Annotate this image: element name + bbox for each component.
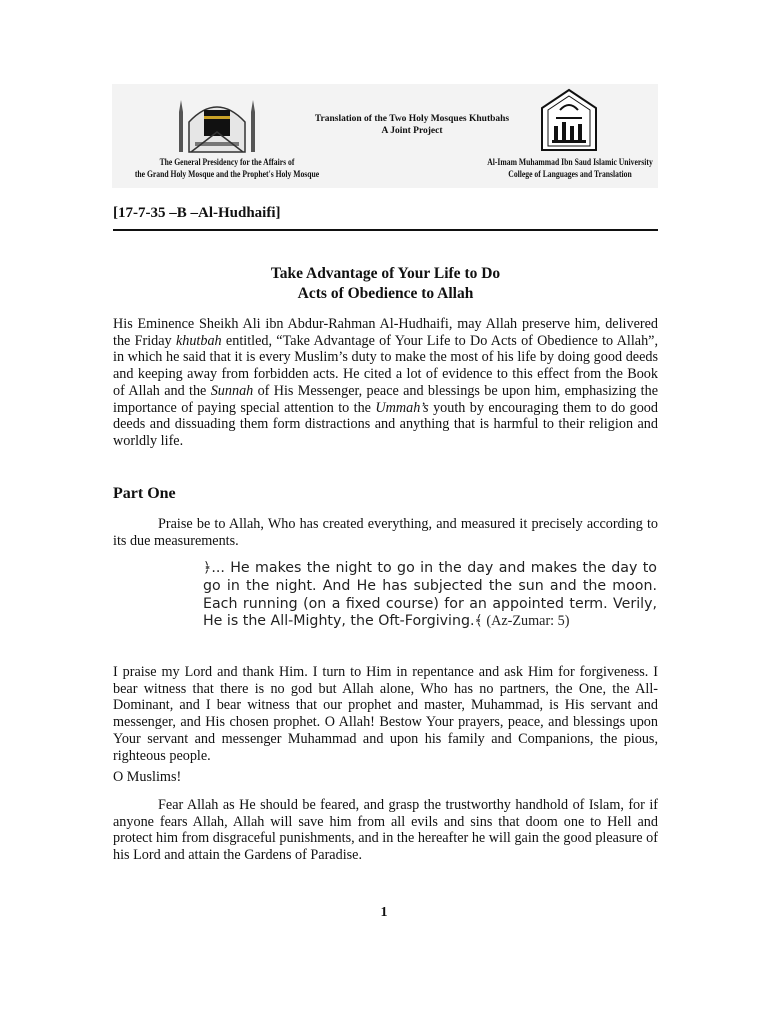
praise-paragraph: Praise be to Allah, Who has created everything, and measured it precisely according to its due measurements. <box>113 516 658 549</box>
presidency-name-line2: the Grand Holy Mosque and the Prophet's Holy Mosque <box>134 169 320 179</box>
page-title <box>113 264 658 304</box>
testimony-paragraph: I praise my Lord and thank Him. I turn to Him in repentance and ask Him for forgiveness. I bear witness that there is no god but Allah alone, Who has no partners, the One, the All-Dominant, and I bear witness that our prophet and master, Muhammad, is His servant and messenger, and His chosen prophet. O Allah! Bestow Your prayers, peace, and blessings upon Your servant and messenger Muhammad and upon his family and Companions, the pious, righteous people. <box>113 664 658 764</box>
fear-allah-paragraph: Fear Allah as He should be feared, and grasp the trustworthy handhold of Islam, for if anyone fears Allah, Allah will save him from all evils and sins that doom one to Hell and protect him from disgraceful punishments, and in the hereafter he will gain the good pleasure of his Lord and attain the Gardens of Paradise. <box>113 797 658 864</box>
quran-quote <box>203 560 657 631</box>
header-title <box>262 113 562 137</box>
quote-text: ﴿... He makes the night to go in the day and makes the day to go in the night. And He has subjected the sun and the moon. Each running (on a fixed course) for an appointed term. Verily, He is the All-Mighty, the Oft-Forgiving.﴾ <box>203 560 657 630</box>
intro-ummah-term: Ummah’s <box>375 399 429 416</box>
header-divider <box>113 229 658 231</box>
university-name <box>470 156 671 180</box>
intro-text-3: of His Messenger, peace and blessings be upon him, emphasizing the importance of paying special attention to the <box>113 382 659 416</box>
university-name-line2: College of Languages and Translation <box>508 169 632 179</box>
header-title-line1: Translation of the Two Holy Mosques Khutbahs <box>314 114 510 124</box>
university-name-line1: Al-Imam Muhammad Ibn Saud Islamic University <box>487 157 653 167</box>
presidency-name-line1: The General Presidency for the Affairs of <box>159 157 295 167</box>
o-muslims-line: O Muslims! <box>113 769 182 785</box>
page-title-line1: Take Advantage of Your Life to Do <box>270 265 501 282</box>
khutbah-reference: [17-7-35 –B –Al-Hudhaifi] <box>113 205 281 221</box>
intro-text-4: youth by encouraging them to do good deeds and dissuading them form distractions and anything that is harmful to their religion and worldly life. <box>113 399 658 449</box>
quote-citation: (Az-Zumar: 5) <box>482 613 570 630</box>
section-heading: Part One <box>113 485 176 502</box>
intro-text-2: entitled, “Take Advantage of Your Life to Do Acts of Obedience to Allah”, in which he said that it is every Muslim’s duty to make the most of his life by doing good deeds and keeping away from forbidden acts. He cited a lot of evidence to this effect from the Book of Allah and the <box>113 332 659 399</box>
document-header <box>112 84 658 188</box>
presidency-name <box>129 156 325 180</box>
intro-paragraph <box>113 316 658 450</box>
page-title-line2: Acts of Obedience to Allah <box>297 285 474 302</box>
intro-khutbah-term: khutbah <box>175 332 222 349</box>
kaaba-mosque-logo-icon <box>177 92 257 154</box>
page-number: 1 <box>380 905 388 920</box>
intro-text-1: His Eminence Sheikh Ali ibn Abdur-Rahman Al-Hudhaifi, may Allah preserve him, delivered the Friday <box>113 316 658 349</box>
header-title-line2: A Joint Project <box>381 126 443 136</box>
intro-sunnah-term: Sunnah <box>210 382 254 399</box>
